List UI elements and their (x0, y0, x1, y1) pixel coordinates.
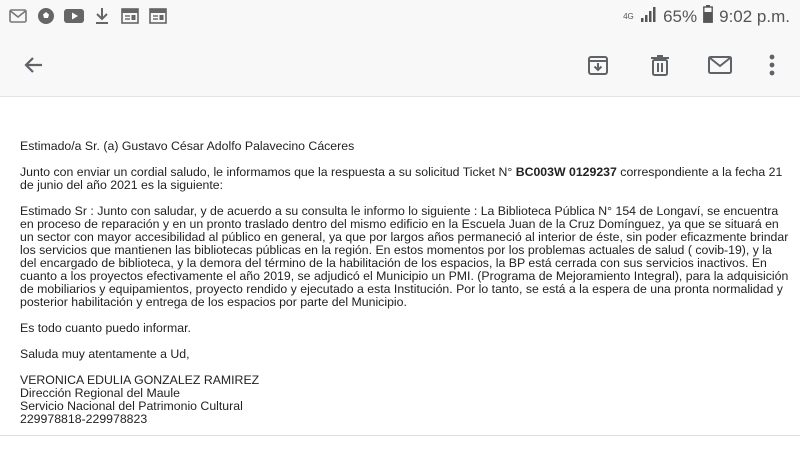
signature-phone: 229978818-229978823 (20, 412, 148, 426)
body-paragraph: Estimado Sr : Junto con saludar, y de acuerdo a su consulta le informo lo siguiente : La Biblioteca Pública N° 154 de Longaví, se encuentra en proceso de reparación y en un pronto traslado dentro del mismo edificio en la Escuela Juan de la Cruz Domínguez, ya que se situará en un sector con mayor accesibilidad al público en general, ya que por largos años permaneció al interior de éste, sin poder eficazmente brindar los servicios que mantienen las bibliotecas públicas en la región. En estos momentos por los problemas actuales de salud ( covib-19), y la del encargado de biblioteca, y la demora del término de la habilitación de los espacios, la BP está cerrada con sus servicios inactivos. En cuanto a los proyectos efectivamente el año 2019, se adjudicó el Municipio un PMI. (Programa de Mejoramiento Integral), para la adquisición de mobiliarios y equipamientos, proyecto rendido y ejecutado a esta Institución. Por lo tanto, se está a la espera de una pronta normalidad y posterior habilitación y entrega de los espacios por parte del Municipio. (20, 204, 789, 309)
battery-percent: 65% (663, 6, 698, 26)
intro-paragraph (20, 166, 790, 192)
ticket-number: BC003W 0129237 (515, 165, 617, 179)
status-bar (0, 0, 800, 34)
mail-icon[interactable] (700, 45, 740, 85)
signature-department: Dirección Regional del Maule (20, 386, 180, 400)
news-icon (148, 6, 168, 26)
notification-icons (8, 6, 168, 26)
delete-icon[interactable] (640, 45, 680, 85)
salutation: Saluda muy atentamente a Ud, (20, 347, 190, 361)
app-bar (0, 34, 800, 97)
battery-icon (703, 5, 713, 28)
intro-before: Junto con enviar un cordial saludo, le informamos que la respuesta a su solicitud Ticket N° (20, 165, 516, 179)
signature-name: VERONICA EDULIA GONZALEZ RAMIREZ (20, 373, 260, 387)
download-icon (92, 6, 112, 26)
archive-icon[interactable] (578, 45, 618, 85)
back-arrow-icon[interactable] (14, 45, 54, 85)
signature-organization: Servicio Nacional del Patrimonio Cultural (20, 399, 243, 413)
soccer-ball-icon (36, 6, 56, 26)
more-vert-icon[interactable] (752, 45, 792, 85)
closing-line: Es todo cuanto puedo informar. (20, 321, 191, 335)
youtube-icon (64, 6, 84, 26)
system-status (623, 5, 790, 28)
signal-icon (641, 6, 657, 27)
network-type: 4G (623, 11, 634, 21)
signature-block (20, 374, 790, 426)
news-icon (120, 6, 140, 26)
greeting: Estimado/a Sr. (a) Gustavo César Adolfo Palavecino Cáceres (20, 139, 355, 153)
email-body (20, 140, 790, 426)
divider (0, 435, 800, 436)
clock-time: 9:02 p.m. (719, 6, 790, 26)
intro-after: correspondiente a la fecha 21 de junio del año 2021 es la siguiente: (20, 165, 783, 192)
mail-icon (8, 6, 28, 26)
